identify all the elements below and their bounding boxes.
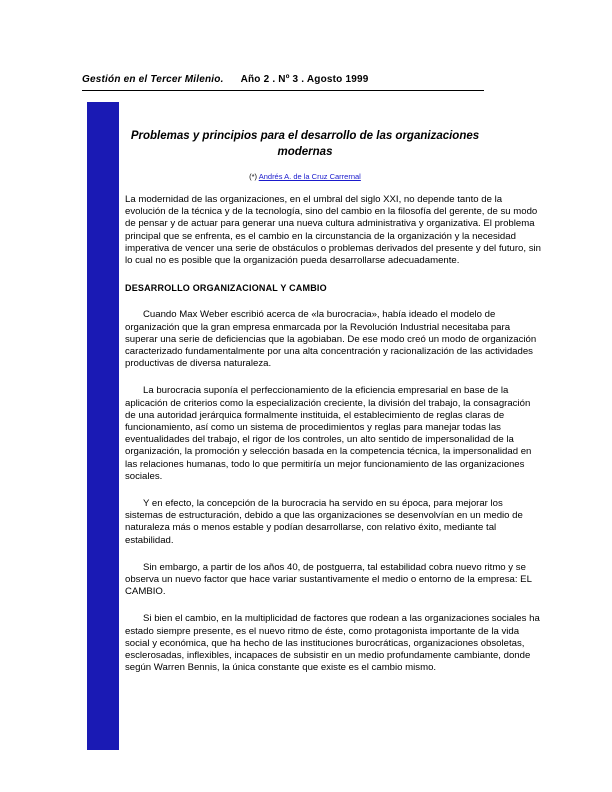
body-paragraph: La burocracia suponía el perfeccionamiento de la eficiencia empresarial en base de la aplicación de criterios como la especialización creciente, la división del trabajo, la consagración de una autoridad jerárquica formalmente instituida, el establecimiento de reglas claras de funcionamiento, así como un sistema de procedimientos y reglas para manejar todas las eventualidades del trabajo, el rigor de los controles, un alto sentido de impersonalidad de la organización, la promoción y selección basada en la competencia técnica, la impersonalidad en las relaciones humanas, todo lo que permitiría un mejor funcionamiento de las organizaciones sociales.	[125, 385, 532, 482]
body-paragraph: Y en efecto, la concepción de la burocracia ha servido en su época, para mejorar los sistemas de estructuración, debido a que las organizaciones se desenvolvían en un medio de naturaleza más o menos estable y podían desarrollarse, con relativo éxito, mediante tal estabilidad.	[125, 498, 523, 546]
header-divider	[82, 90, 484, 91]
author-line	[125, 172, 485, 181]
issue-info: Año 2 . Nº 3 . Agosto 1999	[240, 74, 369, 85]
article-title: Problemas y principios para el desarrollo de las organizaciones modernas	[130, 130, 480, 158]
journal-header	[82, 74, 369, 85]
journal-name: Gestión en el Tercer Milenio.	[82, 74, 224, 85]
body-paragraph: Cuando Max Weber escribió acerca de «la burocracia», había ideado el modelo de organización que la gran empresa enmarcada por la Revolución Industrial necesitaba para superar una serie de deficiencias que la agobiaban. De ese modo creó un modo de organización caracterizado fundamentalmente por una alta concentración y racionalización de las actividades productivas de diversa naturaleza.	[125, 309, 537, 370]
body-paragraph: Si bien el cambio, en la multiplicidad de factores que rodean a las organizaciones sociales ha estado siempre presente, es el nuevo ritmo de éste, como protagonista importante de la vida social y económica, que ha hecho de las instituciones burocráticas, organizaciones obsoletas, esclerosadas, inflexibles, incapaces de subsistir en un medio profundamente cambiante, donde según Warren Bennis, la única constante que existe es el cambio mismo.	[125, 613, 540, 674]
section-heading: DESARROLLO ORGANIZACIONAL Y CAMBIO	[125, 283, 327, 294]
author-link[interactable]: Andrés A. de la Cruz Carrernal	[258, 172, 361, 181]
author-prefix: (*)	[249, 172, 259, 181]
article-body	[125, 194, 541, 690]
intro-paragraph: La modernidad de las organizaciones, en el umbral del siglo XXI, no depende tanto de la evolución de la técnica y de la tecnología, sino del cambio en la filosofía del gerente, de su modo de pensar y de actuar para generar una nueva cultura administrativa y organizativa. El problema principal que se enfrenta, es el cambio en la circunstancia de la organización y la necesidad imperativa de vencer una serie de obstáculos o problemas derivados del presente y del futuro, sin lo cual no es posible que la organización pueda desarrollarse adecuadamente.	[125, 194, 541, 267]
body-paragraph: Sin embargo, a partir de los años 40, de postguerra, tal estabilidad cobra nuevo ritmo y se observa un nuevo factor que hace variar sustantivamente el medio o entorno de la empresa: EL CAMBIO.	[125, 561, 532, 598]
sidebar-decoration-bar	[87, 102, 119, 750]
